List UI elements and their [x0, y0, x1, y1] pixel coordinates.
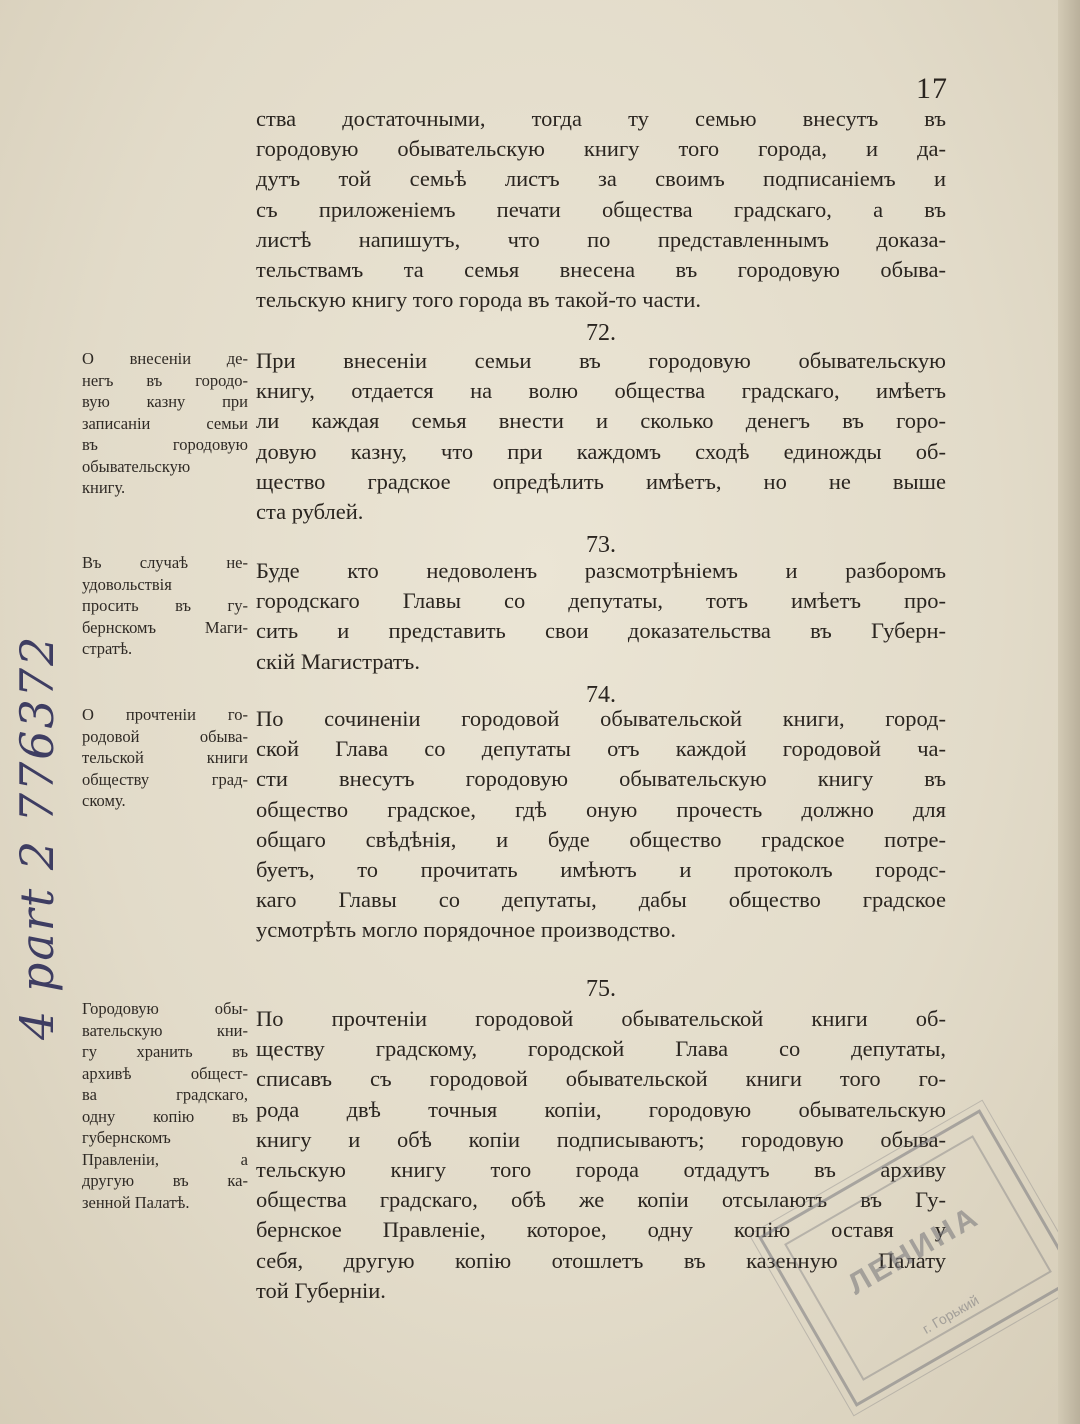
margin-note-line: ва градскаго, [82, 1085, 248, 1104]
text-line: усмотрѣть могло порядочное производство. [256, 917, 677, 943]
text-line: книгу и обѣ копiи подписываютъ; городовую обыва- [256, 1126, 946, 1152]
margin-note-line: зенной Палатѣ. [82, 1192, 190, 1212]
text-line: той Губернiи. [256, 1277, 386, 1303]
text-line: ли каждая семья внести и сколько денегъ въ горо- [256, 408, 946, 434]
section-body-73 [256, 556, 946, 677]
text-line: книгу, отдается на волю общества градскаго, имѣетъ [256, 378, 946, 404]
text-line: ства достаточными, тогда ту семью внесутъ въ [256, 106, 946, 131]
text-line: тельскую книгу того города отдадутъ въ архиву [256, 1157, 946, 1183]
margin-note-line: стратѣ. [82, 639, 133, 658]
text-line: сти внесутъ городовую обывательскую книгу въ [256, 766, 946, 792]
margin-note-line: негъ въ городо- [82, 370, 248, 390]
text-line: тельствамъ та семья внесена въ городовую обыва- [256, 257, 946, 283]
margin-note-line: скому. [82, 791, 126, 810]
margin-note-line: другую въ ка- [82, 1171, 248, 1190]
margin-note-line: губернскомъ [82, 1128, 171, 1147]
text-line: буетъ, то прочитать имѣютъ и протоколъ городс- [256, 857, 946, 883]
stamp-subtext: г. Горький [919, 1291, 982, 1337]
margin-note-line: одну копiю въ [82, 1106, 248, 1126]
section-number-72: 72. [586, 320, 616, 346]
text-line: дутъ той семьѣ листъ за своимъ подписанiемъ и [256, 166, 946, 192]
margin-note-line: книгу. [82, 478, 126, 497]
text-line: По сочиненiи городовой обывательской книги, город- [256, 706, 946, 731]
margin-note-75 [82, 998, 248, 1213]
text-line: По прочтенiи городовой обывательской книги об- [256, 1006, 946, 1031]
margin-note-line: архивѣ общест- [82, 1063, 248, 1083]
text-line: ской Глава со депутаты отъ каждой городовой ча- [256, 736, 946, 762]
margin-note-line: вательскую кни- [82, 1020, 248, 1040]
text-line: щество градское опредѣлить имѣетъ, но не выше [256, 468, 946, 494]
text-line: ста рублей. [256, 499, 364, 525]
text-line: себя, другую копiю отошлетъ въ казенную Палату [256, 1247, 946, 1273]
section-number-74: 74. [586, 682, 616, 708]
margin-note-line: О прочтенiи го- [82, 705, 248, 724]
margin-note-line: просить въ гу- [82, 596, 248, 615]
text-line: ществу градскому, городской Глава со депутаты, [256, 1036, 946, 1062]
text-line: При внесенiи семьи въ городовую обывательскую [256, 348, 946, 373]
margin-note-line: удовольствiя [82, 574, 172, 594]
text-line: сить и представить свои доказательства въ Губерн- [256, 618, 946, 644]
margin-note-line: записанiи семьи [82, 413, 248, 433]
continuation-paragraph [256, 104, 946, 315]
text-line: съ приложенiемъ печати общества градскаго, а въ [256, 196, 946, 222]
text-line: довую казну, что при каждомъ сходѣ единожды об- [256, 438, 946, 464]
margin-note-line: въ городовую [82, 435, 248, 454]
margin-note-line: О внесенiи де- [82, 349, 248, 368]
margin-note-line: вую казну при [82, 392, 248, 411]
margin-note-line: гу хранить въ [82, 1042, 248, 1061]
margin-note-line: тельской книги [82, 748, 248, 767]
text-line: Буде кто недоволенъ разсмотрѣнiемъ и разборомъ [256, 558, 946, 583]
margin-note-74 [82, 704, 248, 812]
section-body-72 [256, 346, 946, 527]
text-line: каго Главы со депутаты, дабы общество градское [256, 887, 946, 913]
text-line: тельскую книгу того города въ такой-то части. [256, 287, 702, 313]
page-edge-shadow [1058, 0, 1080, 1424]
text-line: общества градскаго, обѣ же копiи отсылаютъ въ Гу- [256, 1187, 946, 1213]
text-line: общаго свѣдѣнiя, и буде общество градское потре- [256, 826, 946, 852]
text-line: листѣ напишутъ, что по представленнымъ доказа- [256, 226, 946, 252]
margin-note-line: бернскомъ Маги- [82, 617, 248, 637]
text-line: общество градское, гдѣ оную прочесть должно для [256, 796, 946, 822]
text-line: городовую обывательскую книгу того города, и да- [256, 136, 946, 162]
margin-note-line: родовой обыва- [82, 726, 248, 746]
text-line: городскаго Главы со депутаты, тотъ имѣетъ про- [256, 588, 946, 614]
section-number-73: 73. [586, 532, 616, 558]
page-number: 17 [916, 72, 948, 105]
margin-note-73 [82, 552, 248, 660]
text-line: рода двѣ точныя копiи, городовую обывательскую [256, 1096, 946, 1122]
stamp-text: ЛЕНИНА [842, 1199, 986, 1302]
margin-note-72 [82, 348, 248, 499]
margin-note-line: Правленiи, а [82, 1149, 248, 1169]
margin-note-line: Городовую обы- [82, 999, 248, 1018]
section-body-74 [256, 704, 946, 946]
text-line: списавъ съ городовой обывательской книги того го- [256, 1066, 946, 1092]
margin-note-line: Въ случаѣ не- [82, 553, 248, 572]
margin-note-line: обществу град- [82, 769, 248, 789]
margin-note-line: обывательскую [82, 456, 191, 476]
text-line: скiй Магистратъ. [256, 648, 420, 674]
section-number-75: 75. [586, 976, 616, 1002]
text-line: бернское Правленiе, которое, одну копiю оставя у [256, 1217, 946, 1243]
handwritten-call-number: 4 part 2 776372 [10, 634, 64, 1040]
